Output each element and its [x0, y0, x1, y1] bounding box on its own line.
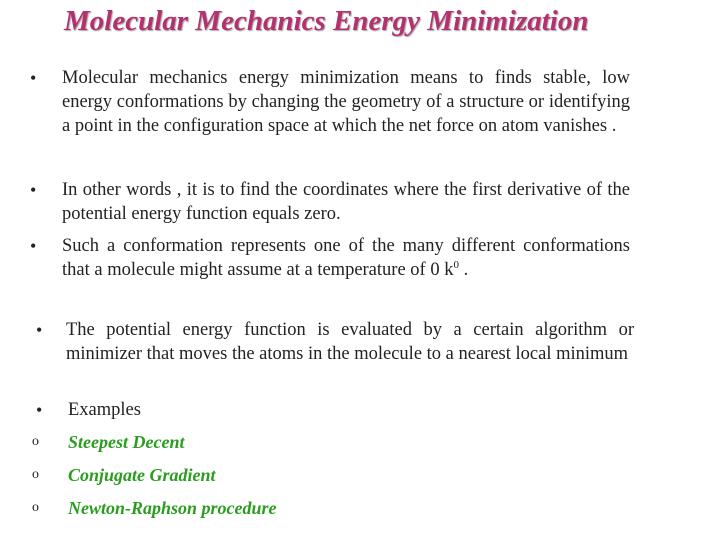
sub-bullet-marker: o	[32, 500, 39, 515]
bullet-conformation-suffix: .	[458, 260, 469, 280]
bullet-marker: •	[30, 236, 37, 256]
bullet-marker: •	[36, 400, 43, 420]
bullet-definition: Molecular mechanics energy minimization means to finds stable, low energy conformations by changing the geometry of a structure or identifying a point in the configuration space at which the net force on atom vanishes .	[62, 68, 630, 136]
bullet-conformation	[62, 234, 630, 282]
bullet-examples: Examples	[68, 400, 141, 420]
temperature-superscript: 0	[453, 258, 459, 271]
bullet-derivative: In other words , it is to find the coordinates where the first derivative of the potential energy function equals zero.	[62, 180, 630, 224]
example-steepest-descent: Steepest Decent	[68, 432, 185, 452]
bullet-marker: •	[30, 180, 37, 200]
bullet-potential-energy: The potential energy function is evaluated by a certain algorithm or minimizer that moves the atoms in the molecule to a nearest local minimum	[66, 320, 634, 364]
bullet-marker: •	[36, 320, 43, 340]
sub-bullet-marker: o	[32, 467, 39, 482]
bullet-marker: •	[30, 68, 37, 88]
sub-bullet-marker: o	[32, 434, 39, 449]
example-conjugate-gradient: Conjugate Gradient	[68, 465, 216, 485]
example-newton-raphson: Newton-Raphson procedure	[68, 498, 277, 518]
bullet-conformation-text: Such a conformation represents one of the many different conformations that a molecule might assume at a temperature of 0 k	[62, 236, 630, 280]
slide-title: Molecular Mechanics Energy Minimization	[64, 5, 589, 37]
